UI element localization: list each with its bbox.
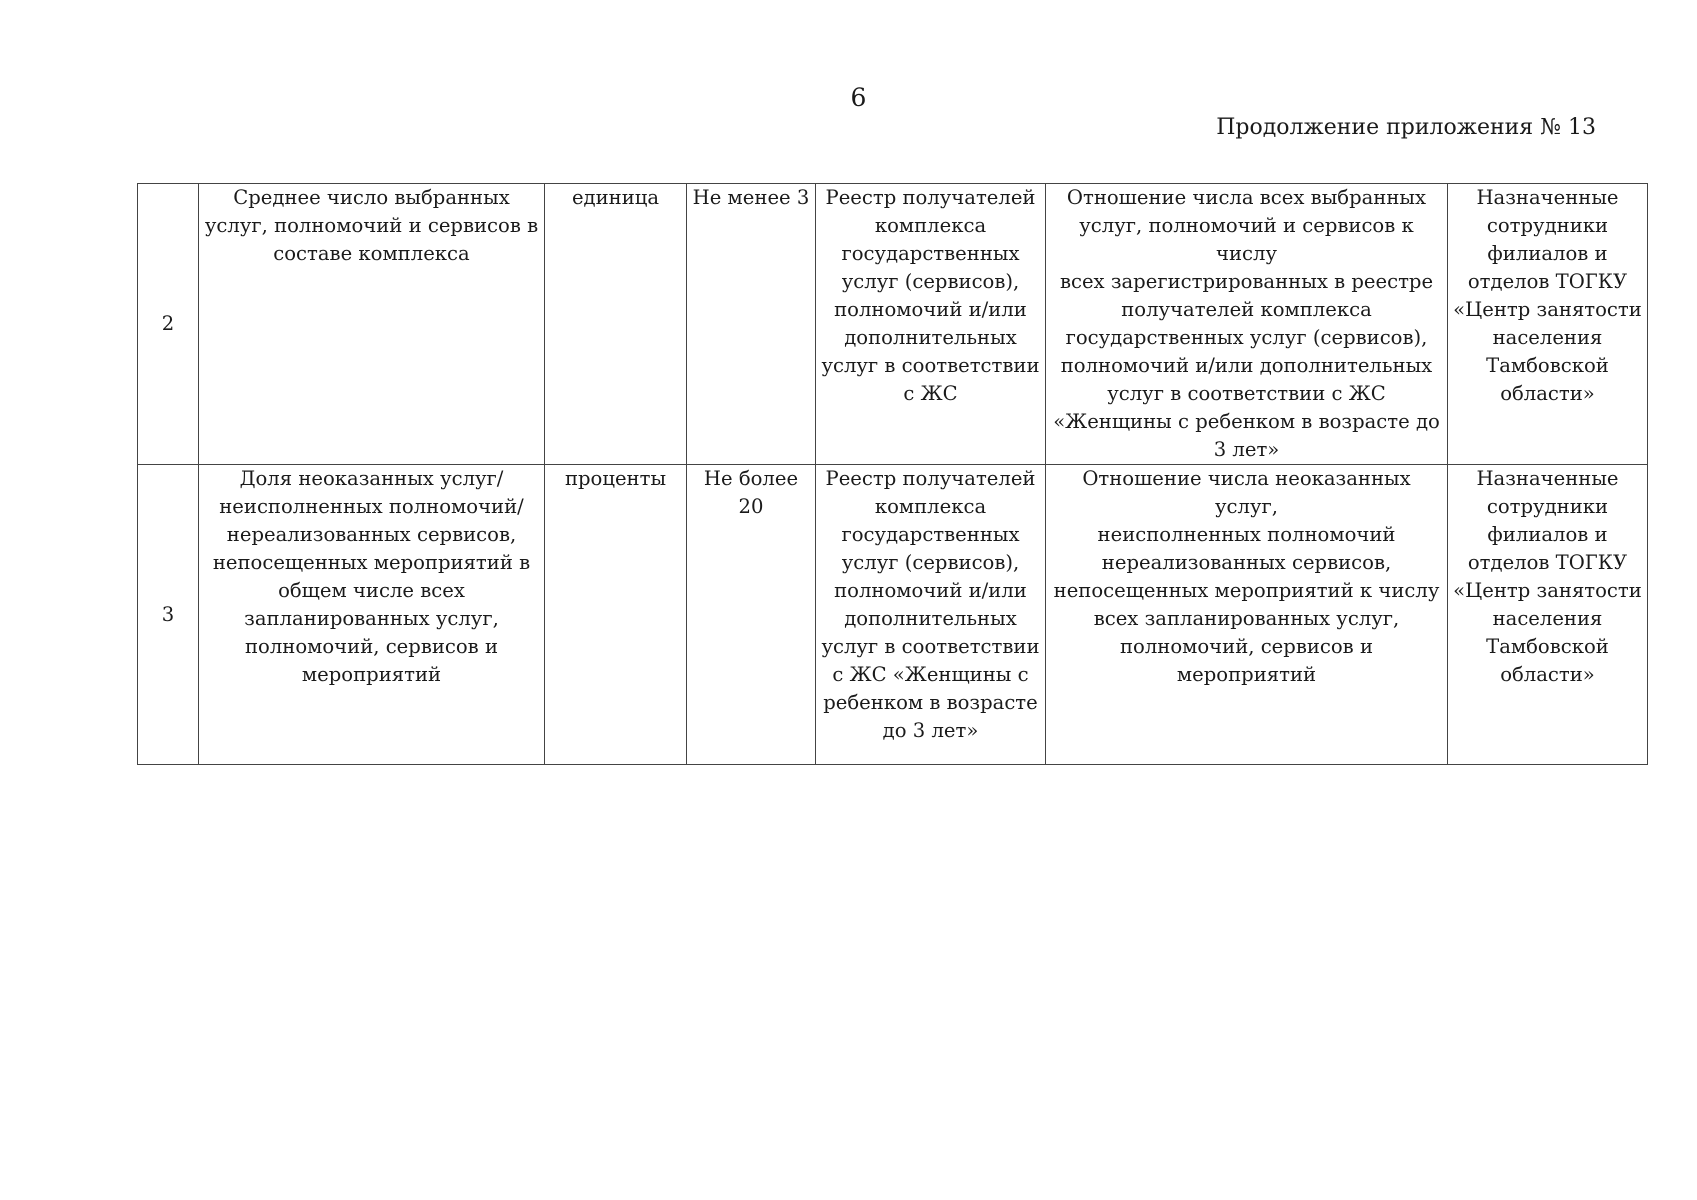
method-cell (1046, 465, 1448, 765)
method-text: Отношение числа неоказанных услуг, неисполненных полномочий нереализованных сервисов, непосещенных мероприятий к числу всех запланированных услуг, полномочий, сервисов и мероприятий (1053, 467, 1440, 686)
target-text: Не более 20 (703, 467, 799, 518)
method-text: Отношение числа всех выбранных услуг, полномочий и сервисов к числу всех зарегистрированных в реестре получателей комплекса государственных услуг (сервисов), полномочий и/или дополнительных услуг в соответствии с ЖС «Женщины с ребенком в возрасте до 3 лет» (1053, 186, 1440, 461)
appendix-continuation-label: Продолжение приложения № 13 (1216, 115, 1596, 140)
row-number-cell (138, 184, 199, 465)
table-row (138, 184, 1648, 465)
indicator-text: Доля неоказанных услуг/ неисполненных полномочий/ нереализованных сервисов, непосещенных мероприятий в общем числе всех запланированных услуг, полномочий, сервисов и мероприятий (212, 467, 531, 686)
unit-cell (545, 465, 687, 765)
indicators-table (137, 183, 1648, 765)
source-cell (816, 465, 1046, 765)
indicator-cell (199, 465, 545, 765)
unit-cell (545, 184, 687, 465)
responsible-cell (1448, 465, 1648, 765)
row-number: 3 (161, 602, 175, 626)
unit-text: проценты (564, 467, 667, 490)
target-text: Не менее 3 (692, 186, 810, 209)
indicator-cell (199, 184, 545, 465)
responsible-text: Назначенные сотрудники филиалов и отделов ТОГКУ «Центр занятости населения Тамбовской области» (1453, 467, 1642, 686)
source-text: Реестр получателей комплекса государственных услуг (сервисов), полномочий и/или дополнительных услуг в соответствии с ЖС «Женщины с ребенком в возрасте до 3 лет» (821, 467, 1040, 742)
unit-text: единица (571, 186, 660, 209)
page-number: 6 (850, 83, 867, 112)
source-cell (816, 184, 1046, 465)
target-cell (687, 184, 816, 465)
source-text: Реестр получателей комплекса государственных услуг (сервисов), полномочий и/или дополнительных услуг в соответствии с ЖС (821, 186, 1040, 405)
table-row (138, 465, 1648, 765)
method-cell (1046, 184, 1448, 465)
target-cell (687, 465, 816, 765)
responsible-cell (1448, 184, 1648, 465)
row-number: 2 (161, 312, 175, 335)
row-number-cell (138, 465, 199, 765)
indicator-text: Среднее число выбранных услуг, полномочий и сервисов в составе комплекса (204, 186, 539, 265)
responsible-text: Назначенные сотрудники филиалов и отделов ТОГКУ «Центр занятости населения Тамбовской области» (1453, 186, 1642, 405)
